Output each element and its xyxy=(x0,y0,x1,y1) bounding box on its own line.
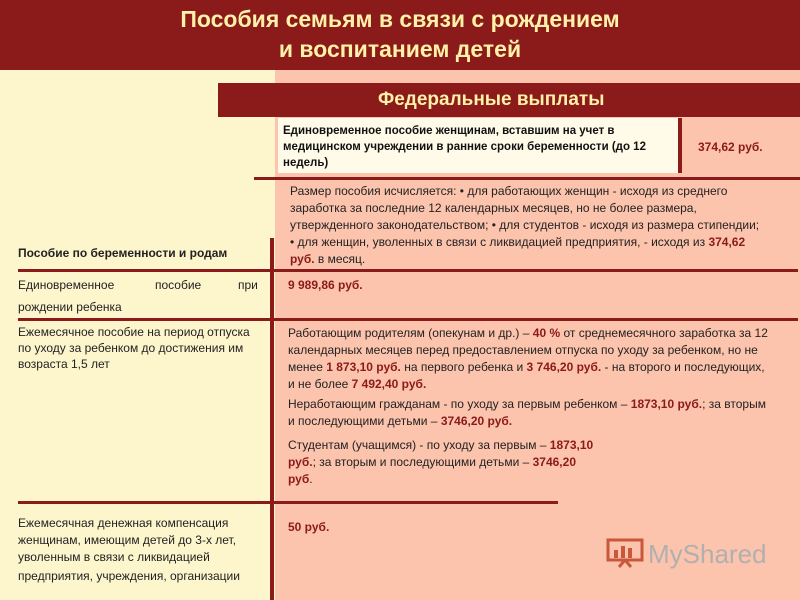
federal-payments-bar xyxy=(218,83,800,117)
divider xyxy=(18,501,558,504)
childcare-label: Ежемесячное пособие на период отпуска по уходу за ребенком до достижения им возраста 1,5 лет xyxy=(18,325,250,371)
text-fragment: на первого ребенка и xyxy=(400,360,527,374)
text-fragment: Неработающим гражданам - по уходу за первым ребенком – xyxy=(288,397,631,411)
federal-payments-title: Федеральные выплаты xyxy=(378,89,605,110)
maternity-description-text: Размер пособия исчисляется: • для работающих женщин - исходя из среднего заработка за последние 12 календарных месяцев, но не более размера, утвержденного законодательством; • для студентов - исходя из размера стипендии; • для женщин, уволенных в связи с ликвидацией предприятия, - исходя из xyxy=(290,184,760,249)
early-registration-text: Единовременное пособие женщинам, вставшим на учет в медицинском учреждении в ранние сроки беременности (до 12 недель) xyxy=(283,125,646,169)
divider xyxy=(18,269,798,272)
text-fragment: ; за вторым и последующими детьми – xyxy=(288,397,766,428)
text-fragment: Работающим родителям (опекунам и др.) – xyxy=(288,326,533,340)
maternity-description-tail: в месяц. xyxy=(314,252,366,266)
maternity-min-amount: 374,62 руб. xyxy=(290,235,746,266)
title-line-2: и воспитанием детей xyxy=(278,36,522,62)
second-child-amount: 3 746,20 руб. xyxy=(526,360,602,374)
text-fragment: от среднемесячного заработка за 12 календарных месяцев перед предоставлением отпуска по уходу за ребенком, но не менее xyxy=(288,326,768,374)
maternity-description xyxy=(290,183,760,268)
title-line-1: Пособия семьям в связи с рождением xyxy=(180,6,620,32)
vertical-divider xyxy=(270,238,274,600)
percent-value: 40 % xyxy=(532,326,561,340)
subsequent-child-amount: 3746,20 руб xyxy=(288,455,576,486)
presentation-icon xyxy=(606,538,644,568)
max-amount: 7 492,40 руб. xyxy=(351,377,427,391)
text-fragment: ; за вторым и последующими детьми – xyxy=(312,455,533,469)
early-registration-box xyxy=(278,118,682,173)
subsequent-child-amount: 3746,20 руб. xyxy=(440,414,513,428)
non-working-text xyxy=(288,396,768,430)
myshared-logo xyxy=(606,538,776,568)
first-child-amount: 1873,10 руб. xyxy=(630,397,703,411)
birth-label-word: при xyxy=(238,278,258,292)
divider xyxy=(18,318,798,321)
birth-allowance-amount: 9 989,86 руб. xyxy=(288,278,363,292)
text-fragment: - на второго и последующих, и не более xyxy=(288,360,765,391)
birth-label-word: пособие xyxy=(155,278,202,292)
compensation-label-line2: предприятия, учреждения, организации xyxy=(18,569,240,583)
slide-title xyxy=(0,0,800,70)
compensation-label: Ежемесячная денежная компенсация женщинам, имеющим детей до 3-х лет, уволенным в связи с ликвидацией xyxy=(18,516,237,564)
divider xyxy=(254,177,800,180)
early-registration-amount: 374,62 руб. xyxy=(698,140,763,154)
students-text xyxy=(288,437,598,488)
logo-text: MyShared xyxy=(648,539,767,569)
maternity-label: Пособие по беременности и родам xyxy=(18,246,228,260)
working-parents-text xyxy=(288,325,768,393)
text-fragment: . xyxy=(309,472,313,486)
min-amount: 1 873,10 руб. xyxy=(326,360,401,374)
text-fragment: Студентам (учащимся) - по уходу за первым – xyxy=(288,438,550,452)
compensation-amount: 50 руб. xyxy=(288,520,330,534)
first-child-amount: 1873,10 руб. xyxy=(288,438,594,469)
birth-allowance-label-line2: рождении ребенка xyxy=(18,300,122,314)
birth-label-word: Единовременное xyxy=(18,278,115,292)
